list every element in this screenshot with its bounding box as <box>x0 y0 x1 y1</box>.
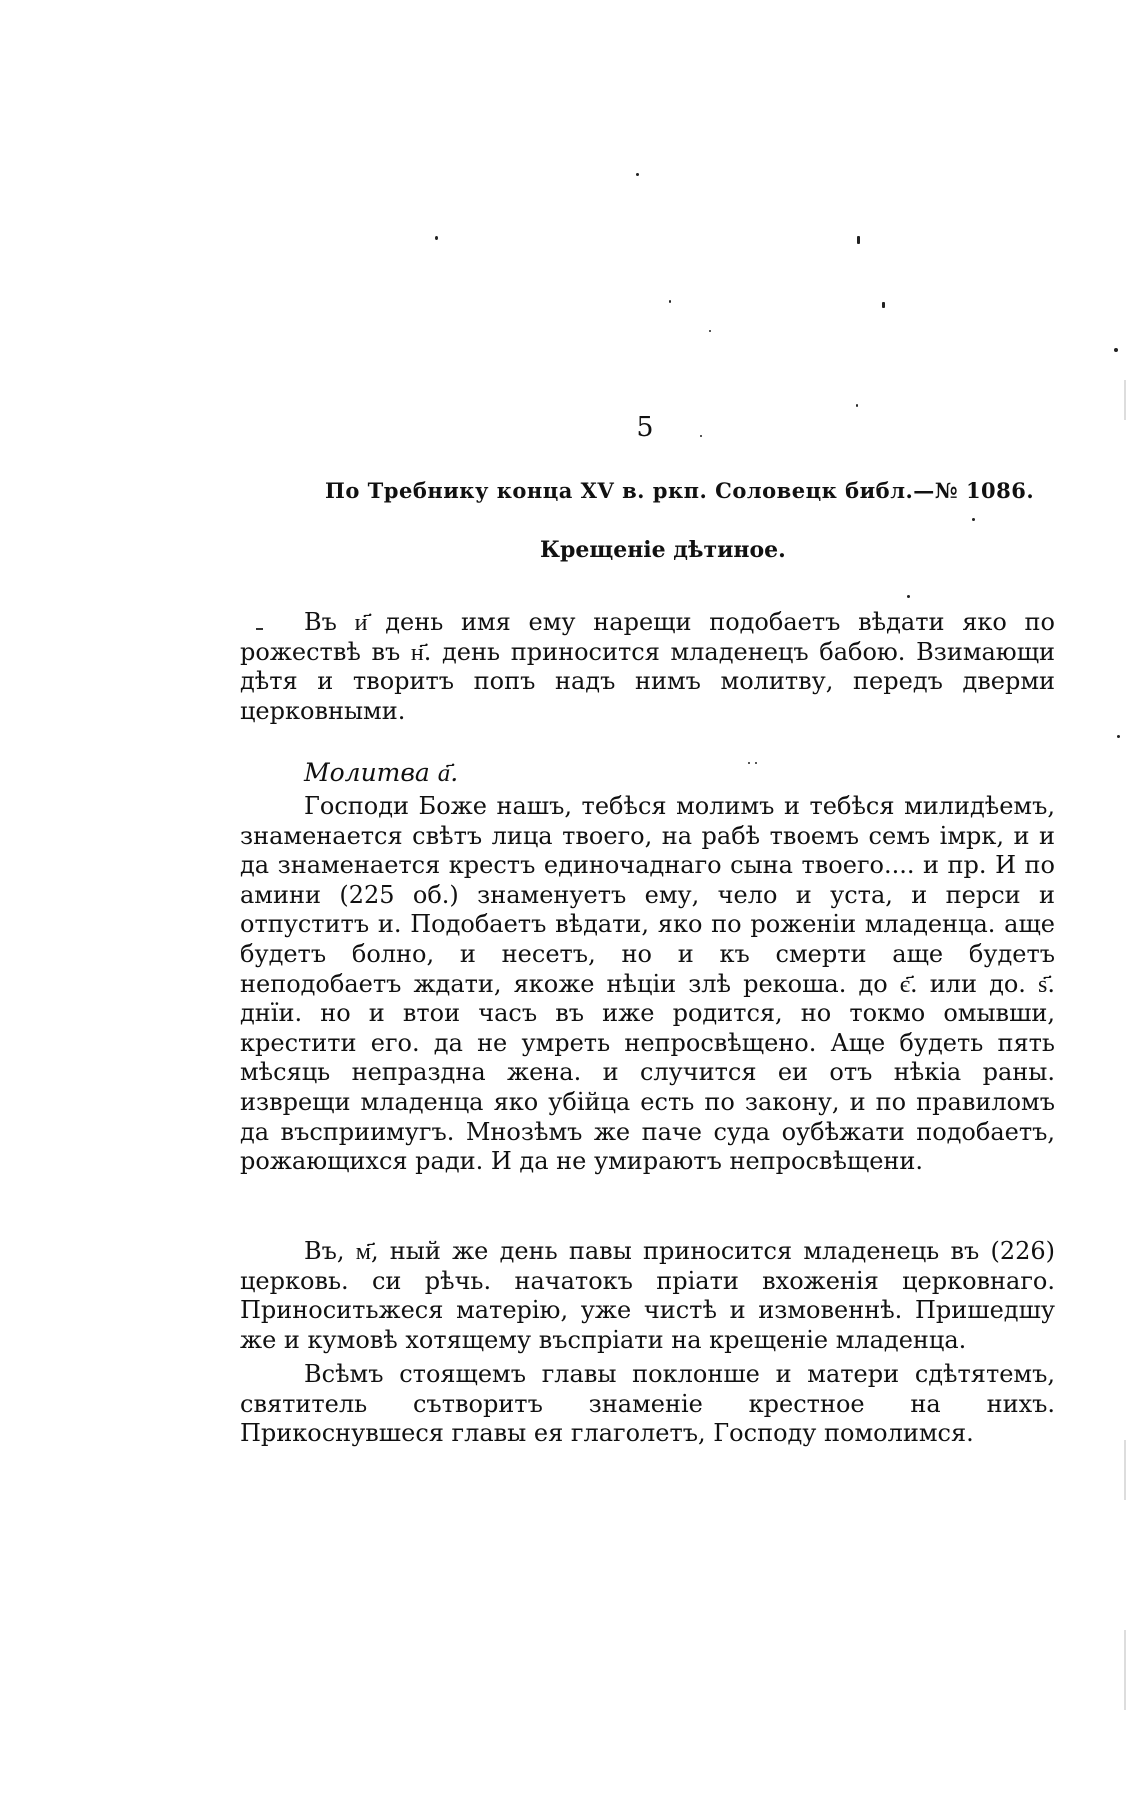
section-title: Крещеніе дѣтиное. <box>540 537 786 563</box>
scan-edge <box>1124 1630 1126 1710</box>
scan-edge <box>1124 1440 1126 1500</box>
paragraph-1 <box>240 608 1055 726</box>
paragraph-text: Всѣмъ стоящемъ главы поклонше и матери сдѣтятемъ, святитель сътворитъ знаменіе крестное на нихъ. Прикоснувшеся главы ея глаголетъ, Господу помолимся. <box>240 1360 1055 1448</box>
scan-speck <box>748 762 750 764</box>
scan-speck <box>700 435 702 437</box>
scan-speck <box>1114 348 1118 352</box>
scan-speck <box>709 330 711 332</box>
page-number: 5 <box>636 412 654 443</box>
paragraph-3 <box>240 1237 1055 1355</box>
scan-speck <box>435 236 438 240</box>
paragraph-text: Въ и҃ день имя ему нарещи подобаетъ вѣдати яко по рожествѣ въ н҃. день приносится младенецъ бабою. Взимающи дѣтя и творитъ попъ надъ нимъ молитву, передъ дверми церковными. <box>240 608 1055 725</box>
scan-speck <box>1117 735 1120 738</box>
scan-edge <box>1124 380 1126 420</box>
source-reference: По Требнику конца XV в. ркп. Соловецк библ.—№ 1086. <box>325 478 1035 503</box>
scan-speck <box>857 236 860 244</box>
prayer-heading: Молитва а҃. <box>304 758 459 787</box>
scan-speck <box>856 404 858 407</box>
scan-speck <box>669 300 671 303</box>
scan-speck <box>882 302 885 308</box>
paragraph-4 <box>240 1360 1055 1449</box>
scan-speck <box>907 595 910 598</box>
paragraph-text: Господи Боже нашъ, тебѣся молимъ и тебѣся милидѣемъ, знаменается свѣтъ лица твоего, на рабѣ твоемъ семъ імрк, и и да знаменается крестъ единочаднаго сына твоего.... и пр. И по амини (225 об.) знаменуетъ ему, чело и уста, и перси и отпуститъ и. Подобаетъ вѣдати, яко по роженіи младенца. аще будетъ болно, и несетъ, но и къ смерти аще будетъ неподобаетъ ждати, якоже нѣціи злѣ рекоша. до є҃. или до. ѕ҃. днїи. но и втои часъ въ иже родится, но токмо омывши, крестити его. да не умреть непросвѣщено. Аще будеть пять мѣсяць непраздна жена. и случится еи отъ нѣкіа раны. изврещи младенца яко убійца есть по закону, и по правиломъ да въсприимугъ. Мнозѣмъ же паче суда оубѣжати подобаетъ, рожающихся ради. И да не умираютъ непросвѣщени. <box>240 792 1055 1176</box>
scan-speck <box>972 518 975 521</box>
scan-speck <box>636 173 639 176</box>
paragraph-2 <box>240 792 1055 1177</box>
scan-speck <box>755 762 757 764</box>
paragraph-text: Въ, м҃, ный же день павы приносится младенець въ (226) церковь. си рѣчь. начатокъ пріати вхоженія церковнаго. Приноситьжеся матерію, уже чистѣ и измовеннѣ. Пришедшу же и кумовѣ хотящему въспріати на крещеніе младенца. <box>240 1237 1055 1354</box>
